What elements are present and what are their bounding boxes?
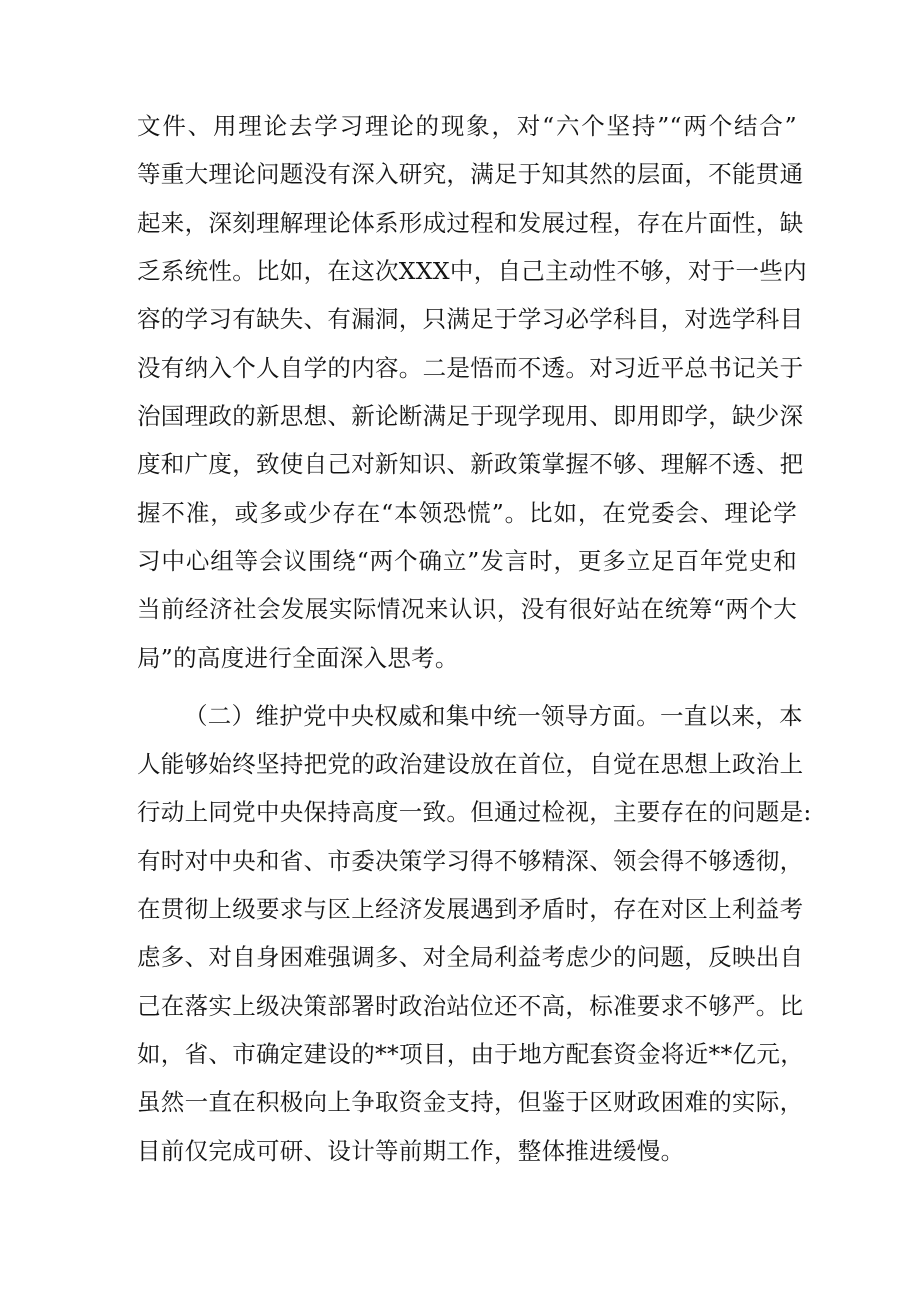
text-line: 文件、用理论去学习理论的现象，对“六个坚持”“两个结合” — [137, 112, 797, 140]
text-line: 目前仅完成可研、设计等前期工作，整体推进缓慢。 — [137, 1137, 685, 1165]
text-line: 局”的高度进行全面深入思考。 — [137, 644, 459, 672]
text-line: 习中心组等会议围绕“两个确立”发言时，更多立足百年党史和 — [137, 547, 797, 575]
text-line: 己在落实上级决策部署时政治站位还不高，标准要求不够严。比 — [137, 992, 804, 1020]
text-line: 人能够始终坚持把党的政治建设放在首位，自觉在思想上政治上 — [137, 750, 804, 778]
text-line: 治国理政的新思想、新论断满足于现学现用、即用即学，缺少深 — [137, 402, 804, 430]
text-line: 握不准，或多或少存在“本领恐慌”。比如，在党委会、理论学 — [137, 499, 797, 527]
text-line: （二）维护党中央权威和集中统一领导方面。一直以来，本 — [184, 702, 803, 730]
text-line: 乏系统性。比如，在这次XXX中，自己主动性不够，对于一些内 — [137, 257, 807, 285]
text-line: 有时对中央和省、市委决策学习得不够精深、领会得不够透彻， — [137, 847, 804, 875]
text-line: 等重大理论问题没有深入研究，满足于知其然的层面，不能贯通 — [137, 160, 804, 188]
text-line: 当前经济社会发展实际情况来认识，没有很好站在统筹“两个大 — [137, 595, 797, 623]
text-line: 度和广度，致使自己对新知识、新政策掌握不够、理解不透、把 — [137, 450, 804, 478]
text-line: 如，省、市确定建设的**项目，由于地方配套资金将近**亿元， — [137, 1040, 804, 1068]
text-line: 起来，深刻理解理论体系形成过程和发展过程，存在片面性，缺 — [137, 209, 804, 237]
text-line: 虑多、对自身困难强调多、对全局利益考虑少的问题，反映出自 — [137, 943, 804, 971]
text-line: 没有纳入个人自学的内容。二是悟而不透。对习近平总书记关于 — [137, 354, 804, 382]
text-line: 容的学习有缺失、有漏洞，只满足于学习必学科目，对选学科目 — [137, 305, 804, 333]
text-line: 行动上同党中央保持高度一致。但通过检视，主要存在的问题是: — [137, 798, 812, 826]
text-line: 虽然一直在积极向上争取资金支持，但鉴于区财政困难的实际， — [137, 1088, 804, 1116]
text-line: 在贯彻上级要求与区上经济发展遇到矛盾时，存在对区上利益考 — [137, 895, 804, 923]
